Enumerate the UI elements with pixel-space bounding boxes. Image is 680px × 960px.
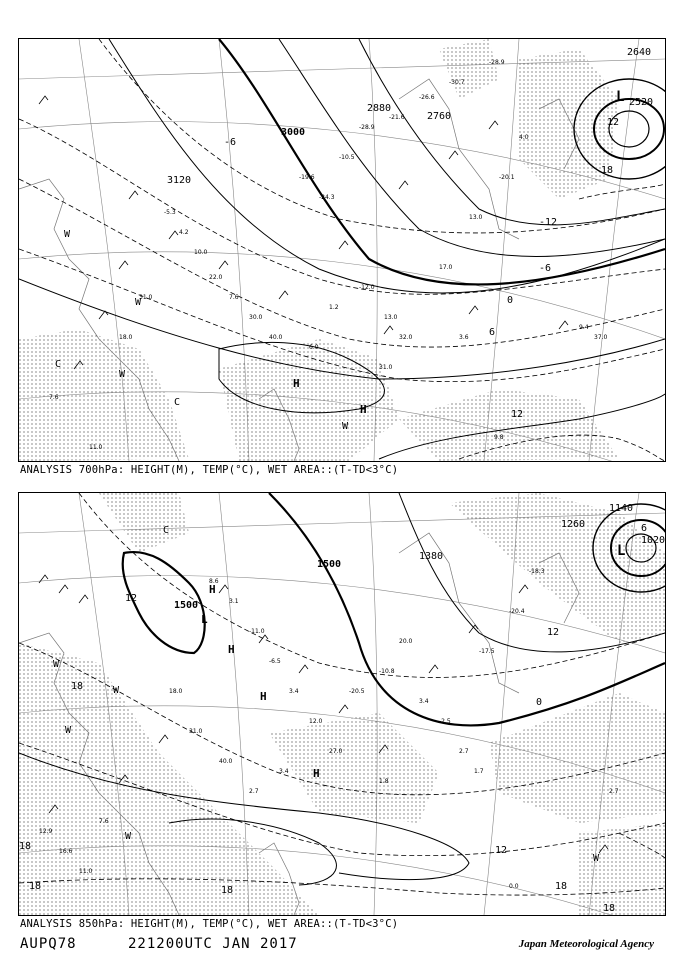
svg-text:30.0: 30.0	[249, 314, 263, 321]
svg-text:0.0: 0.0	[509, 883, 519, 890]
svg-text:8.6: 8.6	[209, 578, 219, 585]
warm-advection-mark: W	[135, 297, 142, 308]
svg-text:-30.7: -30.7	[449, 79, 465, 86]
warm-advection-mark: W	[125, 831, 132, 842]
svg-text:11.0: 11.0	[89, 444, 103, 451]
svg-text:32.0: 32.0	[399, 334, 413, 341]
svg-text:1.2: 1.2	[329, 304, 339, 311]
height-contour-label: 1260	[561, 519, 586, 530]
svg-text:11.0: 11.0	[79, 868, 93, 875]
svg-text:31.0: 31.0	[139, 294, 153, 301]
svg-text:1.8: 1.8	[379, 778, 389, 785]
high-pressure-center: H	[209, 583, 216, 596]
height-contour-label: 2640	[627, 47, 652, 58]
svg-text:18.0: 18.0	[169, 688, 183, 695]
height-contour-label: 2520	[629, 97, 654, 108]
isotherm-label: 18	[19, 841, 32, 852]
svg-text:6.0: 6.0	[309, 344, 319, 351]
svg-text:10.0: 10.0	[194, 249, 208, 256]
svg-text:9.4: 9.4	[579, 324, 589, 331]
map-850hpa-canvas	[19, 493, 665, 915]
isotherm-label: 12	[125, 593, 138, 604]
isotherm-label: 18	[601, 165, 614, 176]
height-contour-label: 3000	[281, 127, 306, 138]
isotherm-label: -6	[224, 137, 237, 148]
chart-code: AUPQ78	[20, 936, 77, 952]
map-panel-700hpa	[18, 38, 666, 462]
svg-text:40.0: 40.0	[219, 758, 233, 765]
warm-advection-mark: W	[65, 725, 72, 736]
isotherm-label: 12	[511, 409, 524, 420]
panel-850hpa-caption: ANALYSIS 850hPa: HEIGHT(M), TEMP(°C), WET AREA::(T-TD<3°C)	[20, 918, 399, 930]
height-contour-label: 2760	[427, 111, 452, 122]
isotherm-label: 18	[29, 881, 42, 892]
svg-text:-20.5: -20.5	[349, 688, 365, 695]
isotherm-label: 12	[607, 117, 620, 128]
svg-text:1.7: 1.7	[474, 768, 484, 775]
svg-text:22.0: 22.0	[209, 274, 223, 281]
high-pressure-center: H	[360, 403, 367, 416]
svg-text:7.6: 7.6	[49, 394, 59, 401]
svg-text:-17.5: -17.5	[479, 648, 495, 655]
isotherm-label: -12	[539, 217, 558, 228]
svg-text:17.0: 17.0	[439, 264, 453, 271]
svg-text:-20.1: -20.1	[499, 174, 515, 181]
wet-area-850	[19, 493, 665, 915]
svg-text:3.4: 3.4	[419, 698, 429, 705]
high-pressure-center: H	[293, 377, 300, 390]
cold-advection-mark: C	[55, 359, 62, 370]
svg-text:-10.8: -10.8	[379, 668, 395, 675]
svg-text:12.9: 12.9	[39, 828, 53, 835]
svg-text:-26.6: -26.6	[419, 94, 435, 101]
svg-text:-6.5: -6.5	[269, 658, 281, 665]
isotherm-label: -6	[539, 263, 552, 274]
height-contour-label: 1020	[641, 535, 665, 546]
isotherm-label: 18	[221, 885, 234, 896]
isotherm-label: 6	[489, 327, 496, 338]
svg-text:3.4: 3.4	[289, 688, 299, 695]
svg-text:13.0: 13.0	[384, 314, 398, 321]
map-700hpa-canvas	[19, 39, 665, 461]
svg-text:-5.3: -5.3	[164, 209, 176, 216]
cold-advection-mark: C	[163, 525, 170, 536]
svg-text:-2.5: -2.5	[439, 718, 451, 725]
svg-text:-10.5: -10.5	[339, 154, 355, 161]
warm-advection-mark: W	[64, 229, 71, 240]
svg-text:31.0: 31.0	[189, 728, 203, 735]
svg-text:4.0: 4.0	[519, 134, 529, 141]
svg-text:16.6: 16.6	[59, 848, 73, 855]
svg-text:3.1: 3.1	[229, 598, 239, 605]
isotherm-label: 6	[641, 523, 648, 534]
isotherm-label: 18	[603, 903, 616, 914]
high-pressure-center: H	[260, 690, 267, 703]
svg-text:27.0: 27.0	[329, 748, 343, 755]
warm-advection-mark: W	[593, 853, 600, 864]
chart-footer	[20, 936, 660, 956]
agency-name: Japan Meteorological Agency	[518, 938, 654, 950]
low-pressure-center: L	[616, 89, 625, 105]
svg-text:2.7: 2.7	[249, 788, 259, 795]
isotherm-label: 0	[536, 697, 543, 708]
high-pressure-center: H	[228, 643, 235, 656]
warm-advection-mark: W	[342, 421, 349, 432]
wet-area-700	[19, 39, 619, 461]
svg-text:3.4: 3.4	[279, 768, 289, 775]
svg-text:3.6: 3.6	[459, 334, 469, 341]
svg-text:2.7: 2.7	[459, 748, 469, 755]
height-contour-label: 1500	[174, 600, 199, 611]
svg-text:-28.9: -28.9	[489, 59, 505, 66]
height-contour-label: 1500	[317, 559, 342, 570]
warm-advection-mark: W	[53, 659, 60, 670]
height-contour-label: 2880	[367, 103, 392, 114]
isotherm-label: 18	[555, 881, 568, 892]
svg-text:20.0: 20.0	[399, 638, 413, 645]
low-pressure-center: L	[617, 543, 626, 559]
high-pressure-center: H	[313, 767, 320, 780]
svg-text:40.0: 40.0	[269, 334, 283, 341]
isotherm-label: 0	[507, 295, 514, 306]
low-pressure-center: L	[201, 613, 208, 626]
svg-text:2.7: 2.7	[609, 788, 619, 795]
isotherm-label: 12	[547, 627, 560, 638]
svg-text:-24.3: -24.3	[319, 194, 335, 201]
height-contour-label: 3120	[167, 175, 192, 186]
svg-text:-28.9: -28.9	[359, 124, 375, 131]
svg-text:4.2: 4.2	[179, 229, 189, 236]
isotherm-label: 12	[495, 845, 508, 856]
svg-text:18.0: 18.0	[119, 334, 133, 341]
svg-text:31.0: 31.0	[379, 364, 393, 371]
svg-text:7.6: 7.6	[229, 294, 239, 301]
height-contour-label: 1140	[609, 503, 634, 514]
warm-advection-mark: W	[113, 685, 120, 696]
isotherm-label: 18	[71, 681, 84, 692]
svg-text:-18.3: -18.3	[529, 568, 545, 575]
panel-700hpa-caption: ANALYSIS 700hPa: HEIGHT(M), TEMP(°C), WET AREA::(T-TD<3°C)	[20, 464, 399, 476]
cold-advection-mark: C	[174, 397, 181, 408]
svg-text:-21.6: -21.6	[389, 114, 405, 121]
svg-text:7.6: 7.6	[99, 818, 109, 825]
height-contour-label: 1380	[419, 551, 444, 562]
svg-text:-20.4: -20.4	[509, 608, 525, 615]
warm-advection-mark: W	[119, 369, 126, 380]
svg-text:-19.6: -19.6	[299, 174, 315, 181]
svg-text:37.0: 37.0	[594, 334, 608, 341]
svg-text:13.0: 13.0	[469, 214, 483, 221]
svg-text:12.0: 12.0	[309, 718, 323, 725]
svg-text:9.8: 9.8	[494, 434, 504, 441]
map-panel-850hpa	[18, 492, 666, 916]
svg-text:-12.0: -12.0	[359, 284, 375, 291]
svg-text:-11.0: -11.0	[249, 628, 265, 635]
valid-time: 221200UTC JAN 2017	[128, 936, 298, 952]
